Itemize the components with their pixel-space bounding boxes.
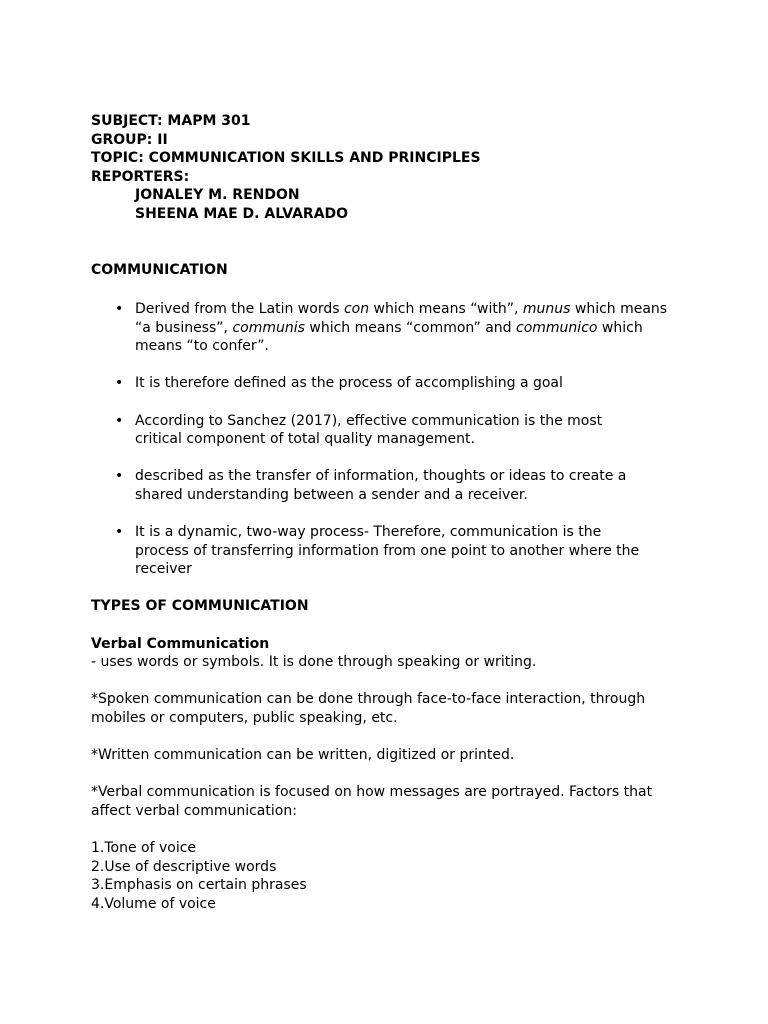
reporters-label: REPORTERS: xyxy=(91,168,190,185)
written-paragraph: *Written communication can be written, digitized or printed. xyxy=(91,747,515,764)
bullet-item: • described as the transfer of information, thoughts or ideas to create a shared understanding between a sender and a receiver. xyxy=(91,467,675,504)
list-item: 4.Volume of voice xyxy=(91,895,216,912)
bullet-item: • Derived from the Latin words con which means “with”, munus which means “a business”, communis which means “common” and communico which means “to confer”. xyxy=(91,300,675,356)
document-page xyxy=(91,112,691,914)
factors-paragraph: *Verbal communication is focused on how messages are portrayed. Factors that affect verbal communication: xyxy=(91,784,653,819)
list-item: 1.Tone of voice xyxy=(91,840,197,857)
document-header xyxy=(91,112,691,224)
group-line: GROUP: II xyxy=(91,131,168,148)
reporter-name: SHEENA MAE D. ALVARADO xyxy=(135,205,349,222)
bullet-item: • It is a dynamic, two-way process- Therefore, communication is the process of transferring information from one point to another where the receiver xyxy=(91,523,645,579)
bullet-item: • According to Sanchez (2017), effective communication is the most critical component of total quality management. xyxy=(91,412,645,449)
section-heading-types: TYPES OF COMMUNICATION xyxy=(91,598,309,615)
bullet-item: • It is therefore defined as the process of accomplishing a goal xyxy=(91,374,691,393)
section-heading-communication: COMMUNICATION xyxy=(91,261,228,278)
topic-line: TOPIC: COMMUNICATION SKILLS AND PRINCIPLES xyxy=(91,150,481,167)
reporter-name: JONALEY M. RENDON xyxy=(135,187,300,204)
factors-list xyxy=(91,839,691,913)
verbal-definition: - uses words or symbols. It is done through speaking or writing. xyxy=(91,654,537,671)
subheading-verbal: Verbal Communication xyxy=(91,635,270,652)
list-item: 3.Emphasis on certain phrases xyxy=(91,877,307,894)
subject-line: SUBJECT: MAPM 301 xyxy=(91,113,251,129)
list-item: 2.Use of descriptive words xyxy=(91,858,277,875)
communication-bullet-list xyxy=(91,300,691,579)
spoken-paragraph: *Spoken communication can be done through face-to-face interaction, through mobiles or computers, public speaking, etc. xyxy=(91,691,646,726)
